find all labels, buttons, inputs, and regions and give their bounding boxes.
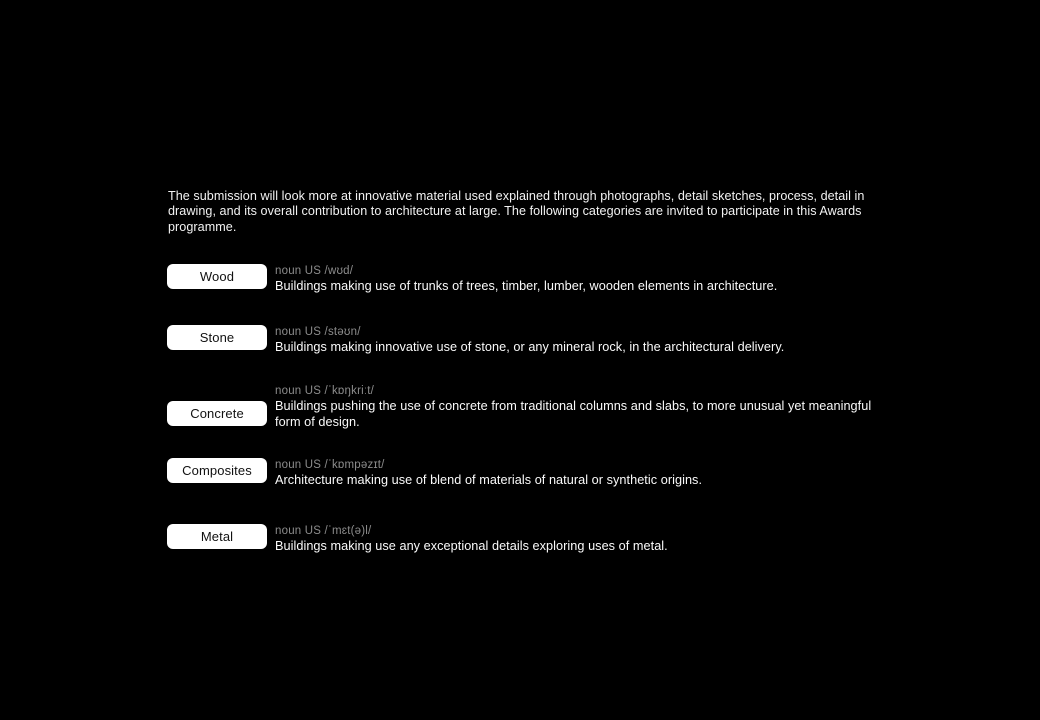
category-description-metal: Buildings making use any exceptional details exploring uses of metal. (275, 539, 668, 553)
category-description-concrete: Buildings pushing the use of concrete from traditional columns and slabs, to more unusual yet meaningful form of design. (275, 399, 872, 429)
category-description-composites: Architecture making use of blend of materials of natural or synthetic origins. (275, 473, 703, 487)
category-pronunciation-stone: noun US /stəʊn/ (275, 326, 361, 338)
category-row-metal (167, 524, 907, 554)
category-pronunciation-concrete: noun US /ˈkɒŋkriːt/ (275, 385, 375, 397)
category-text-composites (275, 458, 907, 488)
category-pronunciation-metal: noun US /ˈmɛt(ə)l/ (275, 525, 372, 537)
category-pill-stone[interactable]: Stone (167, 325, 267, 350)
category-pill-wood[interactable]: Wood (167, 264, 267, 289)
category-pill-composites[interactable]: Composites (167, 458, 267, 483)
category-pronunciation-wood: noun US /wʊd/ (275, 265, 354, 277)
category-description-wood: Buildings making use of trunks of trees, timber, lumber, wooden elements in architecture. (275, 279, 778, 293)
category-description-stone: Buildings making innovative use of stone, or any mineral rock, in the architectural delivery. (275, 340, 785, 354)
category-pronunciation-composites: noun US /ˈkɒmpəzɪt/ (275, 459, 385, 471)
category-pill-metal[interactable]: Metal (167, 524, 267, 549)
category-row-stone (167, 325, 907, 355)
category-row-wood (167, 264, 907, 294)
category-pill-concrete[interactable]: Concrete (167, 401, 267, 426)
category-text-concrete (275, 384, 907, 430)
category-row-concrete (167, 384, 907, 430)
category-text-metal (275, 524, 907, 554)
category-list (167, 264, 907, 554)
category-row-composites (167, 458, 907, 488)
category-text-stone (275, 325, 907, 355)
intro-paragraph: The submission will look more at innovative material used explained through photographs, detail sketches, process, detail in drawing, and its overall contribution to architecture at large. The following categories are invited to participate in this Awards programme. (168, 188, 865, 234)
category-text-wood (275, 264, 907, 294)
